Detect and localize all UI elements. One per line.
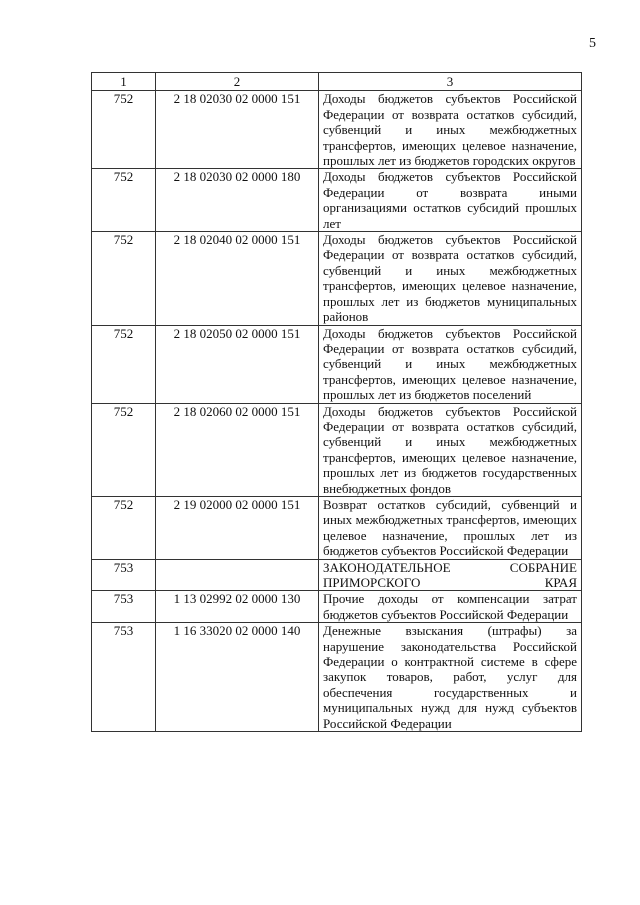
admin-code-cell: 752 [92,232,156,325]
table-row [92,591,582,623]
admin-code-cell: 753 [92,591,156,623]
table-row [92,232,582,325]
income-name-cell: Доходы бюджетов субъектов Российской Федерации от возврата остатков субсидий, субвенций и иных межбюджетных трансфертов, имеющих целевое назначение, прошлых лет из бюджетов муниципальных районов [319,232,582,325]
income-code-cell: 2 18 02030 02 0000 151 [156,91,319,169]
admin-code-cell: 752 [92,496,156,559]
admin-code-cell: 752 [92,403,156,496]
income-name-cell: Доходы бюджетов субъектов Российской Федерации от возврата иными организациями остатков субсидий прошлых лет [319,169,582,232]
table-header-row [92,73,582,91]
income-code-cell: 1 13 02992 02 0000 130 [156,591,319,623]
income-name-cell: Доходы бюджетов субъектов Российской Федерации от возврата остатков субсидий, субвенций и иных межбюджетных трансфертов, имеющих целевое назначение, прошлых лет из бюджетов государственных внебюджетных фондов [319,403,582,496]
income-name-cell: Денежные взыскания (штрафы) за нарушение законодательства Российской Федерации о контрактной системе в сфере закупок товаров, работ, услуг для обеспечения государственных и муниципальных нужд для нужд субъектов Российской Федерации [319,623,582,732]
table-row [92,403,582,496]
table-row [92,169,582,232]
income-codes-table [91,72,582,732]
income-name-cell: Прочие доходы от компенсации затрат бюджетов субъектов Российской Федерации [319,591,582,623]
table-row [92,623,582,732]
table-row [92,496,582,559]
table-row [92,325,582,403]
income-code-cell: 2 18 02050 02 0000 151 [156,325,319,403]
admin-code-cell: 753 [92,623,156,732]
income-name-cell: Доходы бюджетов субъектов Российской Федерации от возврата остатков субсидий, субвенций и иных межбюджетных трансфертов, имеющих целевое назначение, прошлых лет из бюджетов поселений [319,325,582,403]
income-code-cell: 2 18 02060 02 0000 151 [156,403,319,496]
income-code-cell: 2 18 02030 02 0000 180 [156,169,319,232]
admin-code-cell: 752 [92,91,156,169]
admin-code-cell: 752 [92,169,156,232]
organization-name-cell: ЗАКОНОДАТЕЛЬНОЕ СОБРАНИЕ ПРИМОРСКОГО КРАЯ [319,559,582,591]
income-code-cell: 1 16 33020 02 0000 140 [156,623,319,732]
admin-code-cell: 753 [92,559,156,591]
income-code-cell: 2 19 02000 02 0000 151 [156,496,319,559]
column-header-1: 1 [92,73,156,91]
column-header-3: 3 [319,73,582,91]
table-row [92,559,582,591]
income-name-cell: Доходы бюджетов субъектов Российской Федерации от возврата остатков субсидий, субвенций и иных межбюджетных трансфертов, имеющих целевое назначение, прошлых лет из бюджетов городских округов [319,91,582,169]
column-header-2: 2 [156,73,319,91]
income-code-cell: 2 18 02040 02 0000 151 [156,232,319,325]
income-code-cell [156,559,319,591]
admin-code-cell: 752 [92,325,156,403]
table-row [92,91,582,169]
income-name-cell: Возврат остатков субсидий, субвенций и иных межбюджетных трансфертов, имеющих целевое назначение, прошлых лет из бюджетов субъектов Российской Федерации [319,496,582,559]
page-number: 5 [589,36,596,51]
